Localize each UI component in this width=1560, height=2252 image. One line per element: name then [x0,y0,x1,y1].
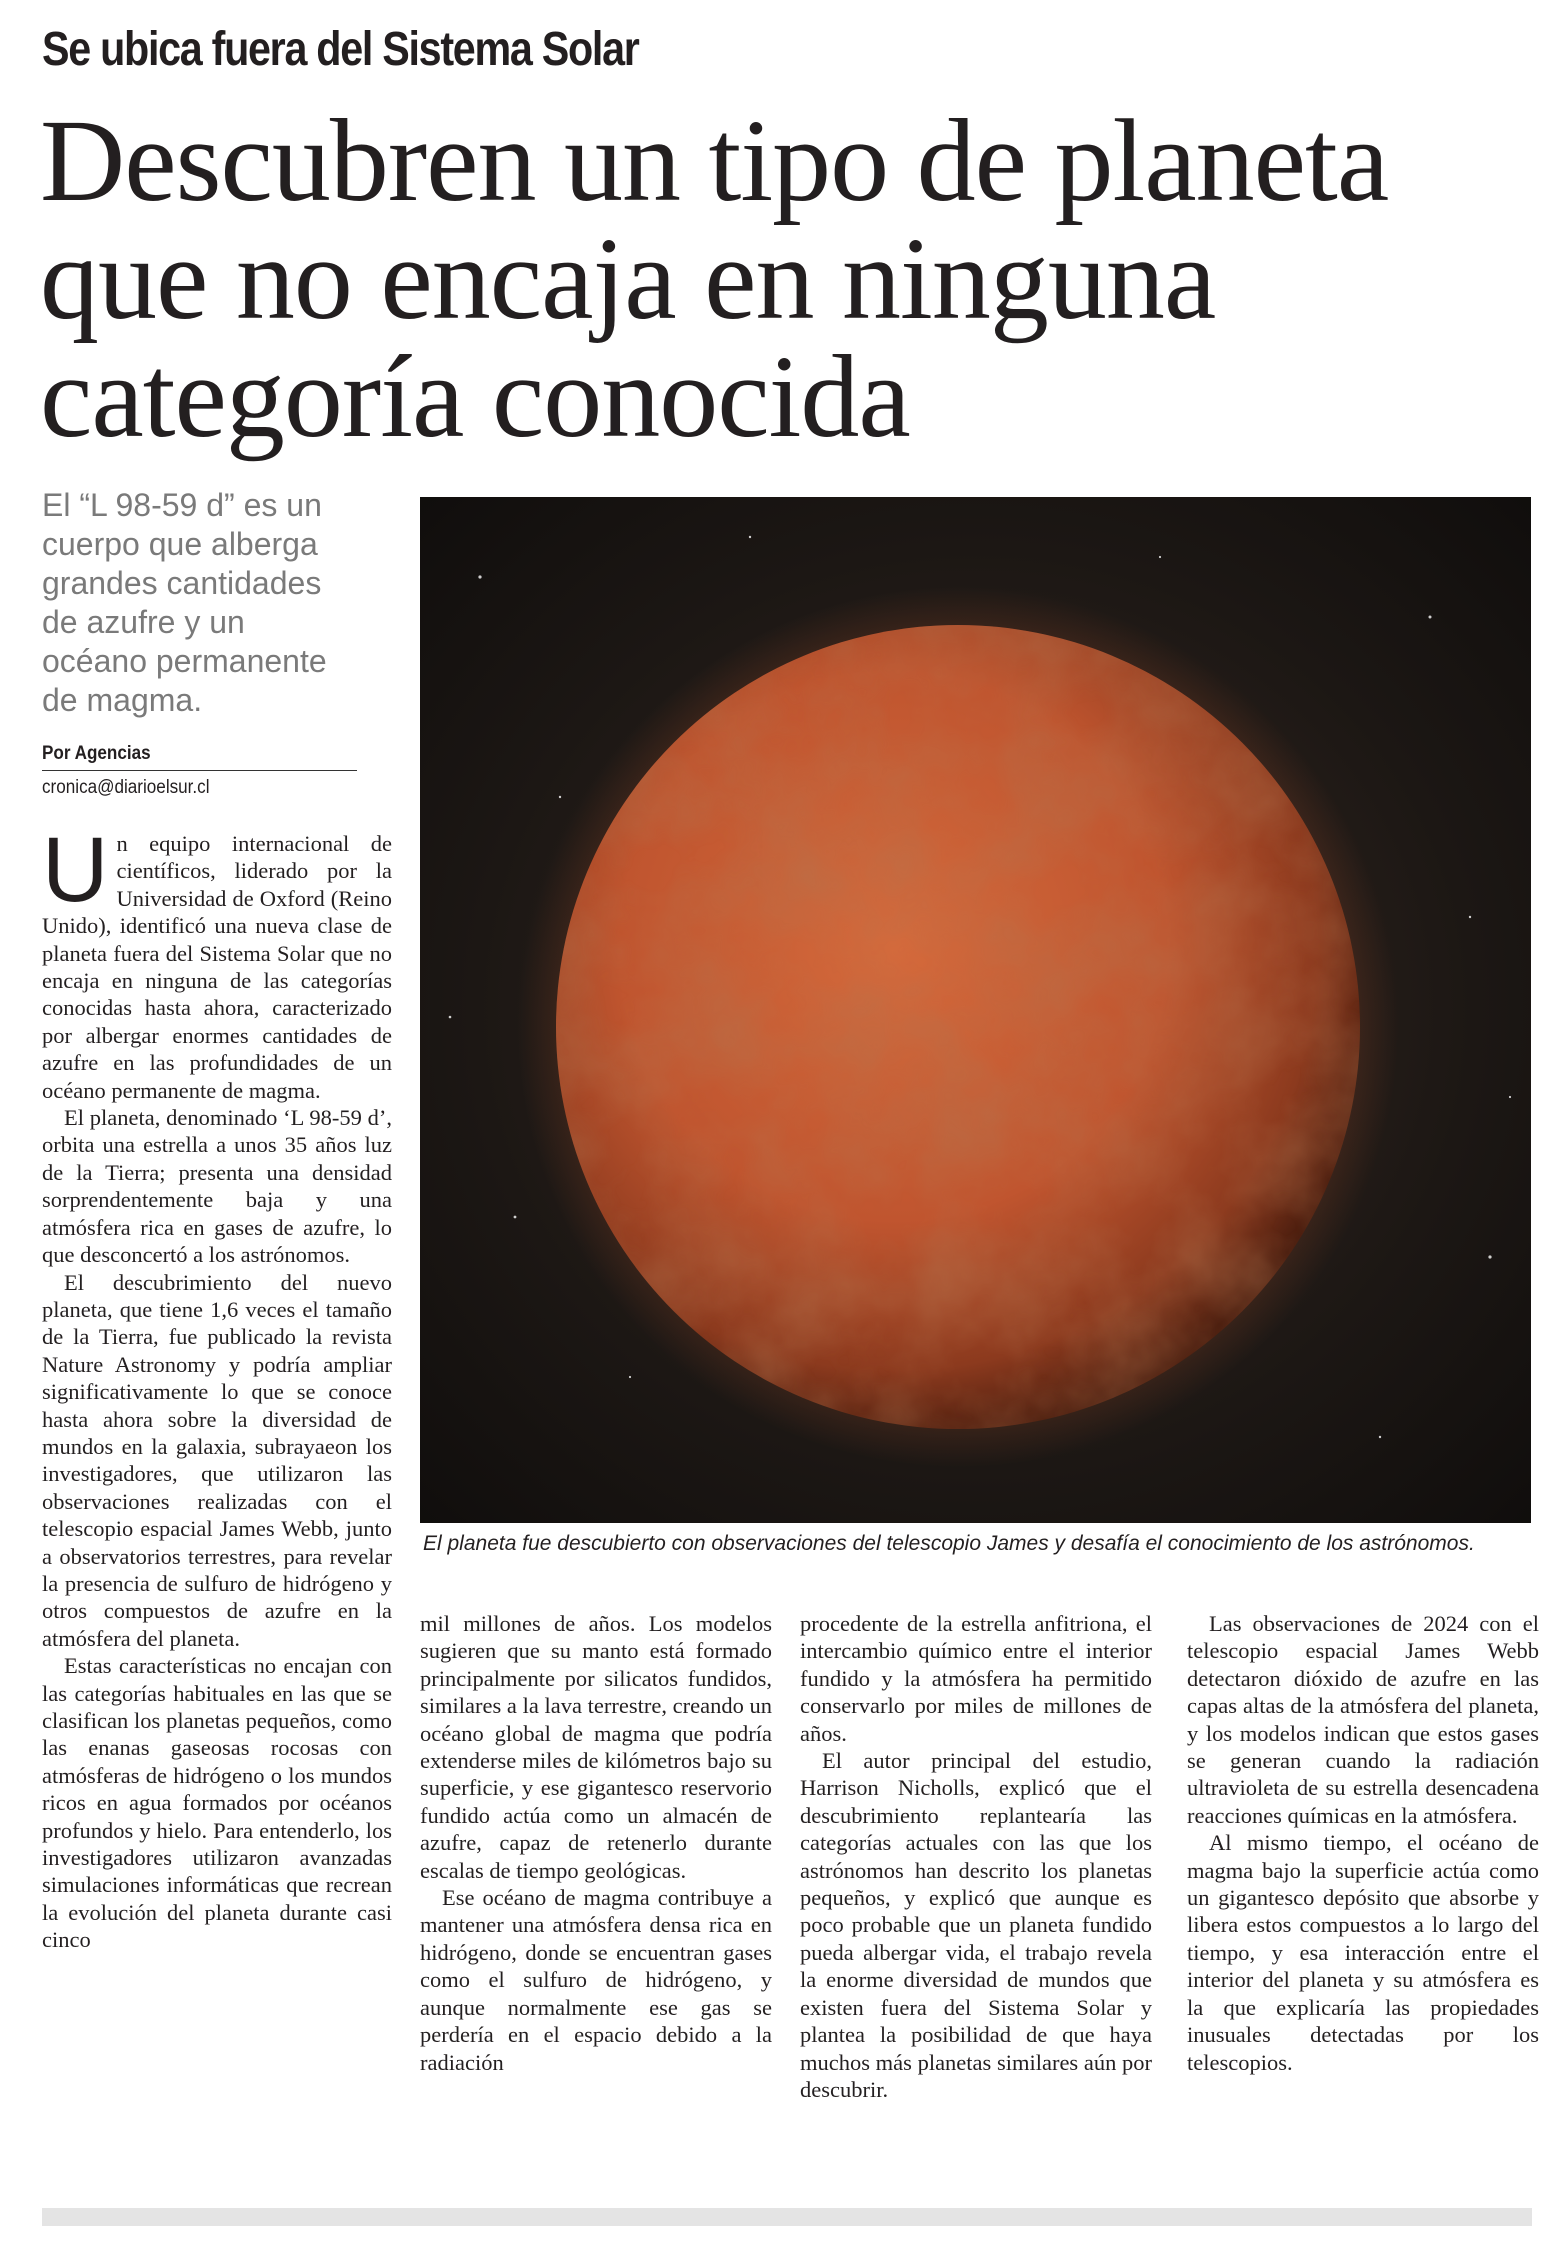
headline-line-3: categoría conocida [40,331,910,462]
footer-bar [42,2208,1532,2226]
article-paragraph: Las observaciones de 2024 con el telescopio espacial James Webb detectaron dióxido de azufre en las capas altas de la atmósfera del planeta, y los modelos indican que estos gases se generan cuando la radiación ultravioleta de su estrella desencadena reacciones químicas en la atmósfera. [1187,1611,1539,1828]
article-column-1 [42,819,392,1954]
headline-line-2: que no encaja en ninguna [40,213,1216,344]
lede-line: océano permanente [42,643,327,679]
article-paragraph: Ese océano de magma contribuye a mantener una atmósfera densa rica en hidrógeno, donde se encuentran gases como el sulfuro de hidrógeno, y aunque normalmente ese gas se perdería en el espacio debido a la radiación [420,1885,772,2075]
photo-caption: El planeta fue descubierto con observaciones del telescopio James y desafía el conocimiento de los astrónomos. [423,1532,1475,1555]
article-paragraph: El descubrimiento del nuevo planeta, que tiene 1,6 veces el tamaño de la Tierra, fue publicado la revista Nature Astronomy y podría ampliar significativamente lo que se conoce hasta ahora sobre la diversidad de mundos en la galaxia, subrayaeon los investigadores, que utilizaron las observaciones realizadas con el telescopio espacial James Webb, junto a observatorios terrestres, para revelar la presencia de sulfuro de hidrógeno y otros compuestos de azufre en la atmósfera del planeta. [42,1269,392,1651]
paragraph-text: n equipo internacional de científicos, liderado por la Universidad de Oxford (Reino Unido), identificó una nueva clase de planeta fuera del Sistema Solar que no encaja en ninguna de las categorías conocidas hasta ahora, caracterizado por albergar enormes cantidades de azufre en las profundidades de un océano permanente de magma. [42,831,392,1103]
article-paragraph: Estas características no encajan con las categorías habituales en las que se clasifican los planetas pequeños, como las enanas gaseosas rocosas con atmósferas de hidrógeno o los mundos ricos en agua formados por océanos profundos y hielo. Para entenderlo, los investigadores utilizaron avanzadas simulaciones informáticas que recrean la evolución del planeta durante casi cinco [42,1653,392,1953]
article-paragraph [42,819,392,1104]
headline-line-1: Descubren un tipo de planeta [40,95,1389,226]
article-paragraph: mil millones de años. Los modelos sugieren que su manto está formado principalmente por silicatos fundidos, similares a la lava terrestre, creando un océano global de magma que podría extenderse miles de kilómetros bajo su superficie, y ese gigantesco reservorio fundido actúa como un almacén de azufre, capaz de retenerlo durante escalas de tiempo geológicas. [420,1611,772,1883]
article-paragraph: Al mismo tiempo, el océano de magma bajo la superficie actúa como un gigantesco depósito que absorbe y libera estos compuestos a lo largo del tiempo, y esa interacción entre el interior del planeta y su atmósfera es la que explicaría las propiedades inusuales detectadas por los telescopios. [1187,1830,1539,2075]
lede-line: El “L 98-59 d” es un [42,487,322,523]
lede-line: de magma. [42,682,203,718]
lede-line: grandes cantidades [42,565,322,601]
byline-email[interactable]: cronica@diarioelsur.cl [42,777,210,798]
dropcap: U [42,819,109,921]
article-paragraph: procedente de la estrella anfitriona, el intercambio químico entre el interior fundido y la atmósfera ha permitido conservarlo por miles de millones de años. [800,1611,1152,1746]
planet-image [420,497,1531,1523]
article-column-4 [1187,1610,1539,2076]
article-paragraph: El planeta, denominado ‘L 98-59 d’, orbita una estrella a unos 35 años luz de la Tierra; presenta una densidad sorprendentemente baja y una atmósfera rica en gases de azufre, lo que desconcertó a los astrónomos. [42,1105,392,1268]
article-paragraph: El autor principal del estudio, Harrison Nicholls, explicó que el descubrimiento replantearía las categorías actuales con las que los astrónomos han descrito los planetas pequeños, y explicó que aunque es poco probable que un planeta fundido pueda albergar vida, el trabajo revela la enorme diversidad de mundos que existen fuera del Sistema Solar y plantea la posibilidad de que haya muchos más planetas similares aún por descubrir. [800,1748,1152,2102]
headline [40,95,1540,462]
lede-line: cuerpo que alberga [42,526,318,562]
lede [42,486,412,720]
lede-line: de azufre y un [42,604,245,640]
kicker: Se ubica fuera del Sistema Solar [42,23,639,76]
article-column-2 [420,1610,772,2076]
article-column-3 [800,1610,1152,2103]
planet-photo [420,497,1531,1523]
byline-author: Por Agencias [42,743,357,771]
byline [42,743,392,799]
